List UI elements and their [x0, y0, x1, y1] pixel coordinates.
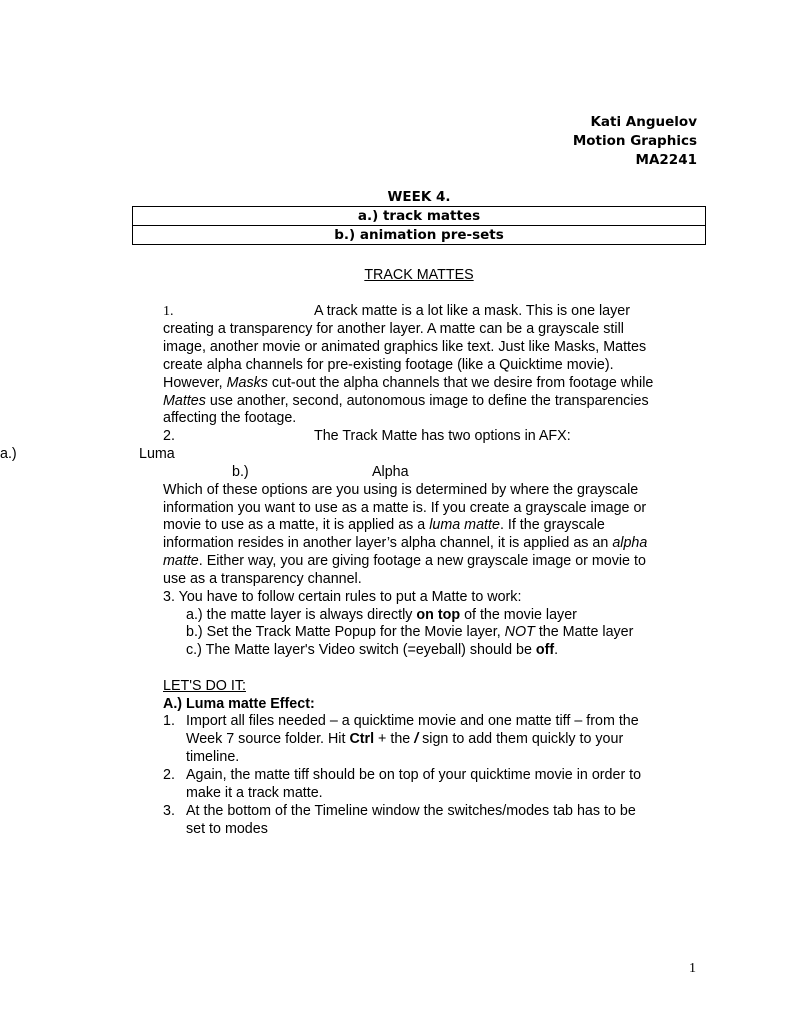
item2-number: 2.	[163, 428, 175, 444]
item1-line: Mattes use another, second, autonomous image to define the transparencies	[163, 393, 649, 409]
option-b-label: b.)	[232, 464, 249, 480]
item1-first-line: A track matte is a lot like a mask. This is one layer	[314, 303, 630, 319]
item1-line: image, another movie or animated graphics like text. Just like Masks, Mattes	[163, 339, 647, 355]
step-line: At the bottom of the Timeline window the switches/modes tab has to be	[186, 803, 636, 819]
item2-para-line: Which of these options are you using is determined by where the grayscale	[163, 482, 639, 498]
week-title: WEEK 4.	[387, 189, 451, 205]
rule-a: a.) the matte layer is always directly on top of the movie layer	[186, 607, 577, 623]
step-line: set to modes	[186, 821, 268, 837]
topic-row-a: a.) track mattes	[132, 206, 706, 226]
item2-para-line: matte. Either way, you are giving footage a new grayscale image or movie to	[163, 553, 646, 569]
option-a-text: Luma	[139, 446, 175, 462]
item2-para-line: information you want to use as a matte is. If you create a grayscale image or	[163, 500, 647, 516]
item2-para-line: use as a transparency channel.	[163, 571, 362, 587]
step-line: Week 7 source folder. Hit Ctrl + the / sign to add them quickly to your	[186, 731, 624, 747]
item1-line: However, Masks cut-out the alpha channels that we desire from footage while	[163, 375, 654, 391]
step-number: 2.	[163, 767, 175, 783]
course-code: MA2241	[635, 152, 697, 168]
topic-row-b: b.) animation pre-sets	[132, 226, 706, 245]
course-name: Motion Graphics	[572, 133, 697, 149]
item2-text: The Track Matte has two options in AFX:	[314, 428, 571, 444]
item1-number: 1.	[163, 304, 174, 319]
item2-para-line: movie to use as a matte, it is applied as a luma matte. If the grayscale	[163, 517, 605, 533]
author-name: Kati Anguelov	[590, 114, 697, 130]
step-line: timeline.	[186, 749, 240, 765]
item1-line: create alpha channels for pre-existing footage (like a Quicktime movie).	[163, 357, 614, 373]
option-b-text: Alpha	[372, 464, 409, 480]
step-number: 3.	[163, 803, 175, 819]
luma-matte-heading: A.) Luma matte Effect:	[163, 696, 315, 712]
item3-text: 3. You have to follow certain rules to put a Matte to work:	[163, 589, 522, 605]
step-number: 1.	[163, 713, 175, 729]
lets-do-it-heading: LET'S DO IT:	[163, 678, 246, 694]
item1-line: creating a transparency for another layer. A matte can be a grayscale still	[163, 321, 624, 337]
step-line: make it a track matte.	[186, 785, 323, 801]
item1-line: affecting the footage.	[163, 410, 297, 426]
step-line: Again, the matte tiff should be on top of your quicktime movie in order to	[186, 767, 642, 783]
option-a-label: a.)	[0, 446, 17, 462]
rule-b: b.) Set the Track Matte Popup for the Movie layer, NOT the Matte layer	[186, 624, 634, 640]
section-title: TRACK MATTES	[364, 267, 474, 283]
item2-para-line: information resides in another layer’s alpha channel, it is applied as an alpha	[163, 535, 648, 551]
step-line: Import all files needed – a quicktime movie and one matte tiff – from the	[186, 713, 639, 729]
rule-c: c.) The Matte layer's Video switch (=eyeball) should be off.	[186, 642, 559, 658]
page-number: 1	[689, 961, 696, 976]
